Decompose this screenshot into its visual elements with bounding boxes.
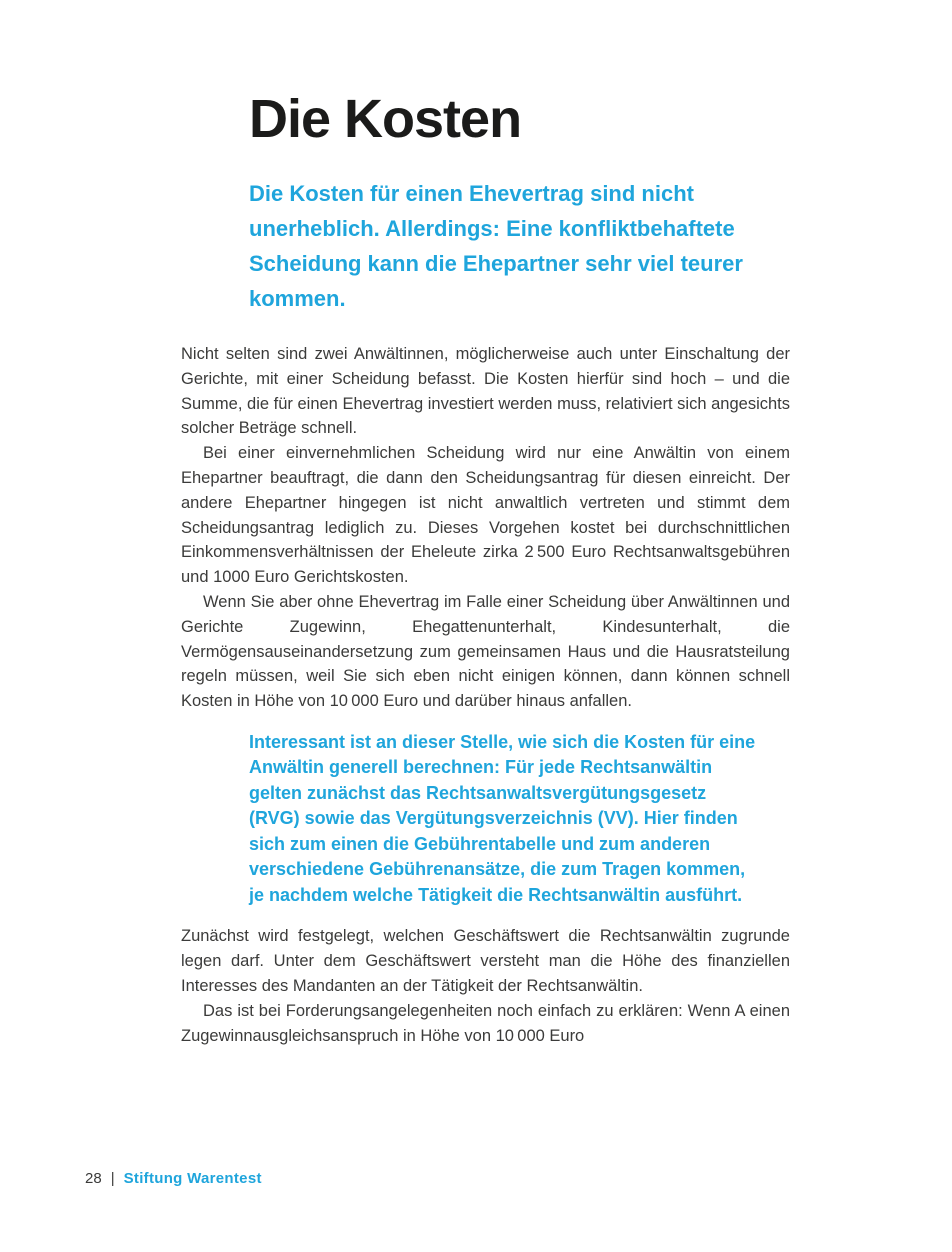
- body-paragraph: Nicht selten sind zwei Anwältinnen, möglicherweise auch unter Einschaltung der Gerichte, mit einer Scheidung befasst. Die Kosten hierfür sind hoch – und die Summe, die für einen Ehevertrag investiert werden muss, relativiert sich angesichts solcher Beträge schnell.: [181, 345, 790, 438]
- book-page: [181, 89, 790, 1048]
- body-paragraph: Wenn Sie aber ohne Ehevertrag im Falle einer Scheidung über Anwältinnen und Gerichte Zugewinn, Ehegattenunterhalt, Kindesunterhalt, die Vermögensauseinandersetzung zum gemeinsamen Haus und die Hausratsteilung regeln müssen, weil Sie sich eben nicht einigen können, dann können schnell Kosten in Höhe von 10 000 Euro und darüber hinaus anfallen.: [181, 592, 790, 711]
- page-footer: [85, 1170, 262, 1187]
- intro-lead-paragraph: Die Kosten für einen Ehevertrag sind nicht unerheblich. Allerdings: Eine konfliktbehaftete Scheidung kann die Ehepartner sehr viel teurer kommen.: [249, 181, 743, 311]
- page-number: 28: [85, 1170, 102, 1187]
- footer-separator: |: [110, 1170, 115, 1187]
- body-paragraph: Das ist bei Forderungsangelegenheiten noch einfach zu erklären: Wenn A einen Zugewinnausgleichsanspruch in Höhe von 10 000 Euro: [181, 1001, 790, 1045]
- body-paragraph: Zunächst wird festgelegt, welchen Geschäftswert die Rechtsanwältin zugrunde legen darf. Unter dem Geschäftswert versteht man die Höhe des finanziellen Interesses des Mandanten an der Tätigkeit der Rechtsanwältin.: [181, 927, 790, 996]
- publisher-brand: Stiftung Warentest: [123, 1170, 262, 1187]
- body-paragraph: Bei einer einvernehmlichen Scheidung wird nur eine Anwältin von einem Ehepartner beauftragt, die dann den Scheidungsantrag für diesen einreicht. Der andere Ehepartner hingegen ist nicht anwaltlich vertreten und stimmt dem Scheidungsantrag lediglich zu. Dieses Vorgehen kostet bei durchschnittlichen Einkommensverhältnissen der Eheleute zirka 2 500 Euro Rechtsanwaltsgebühren und 1000 Euro Gerichtskosten.: [181, 444, 790, 587]
- body-column: [181, 342, 790, 1048]
- callout-highlight-paragraph: Interessant ist an dieser Stelle, wie sich die Kosten für eine Anwältin generell berechnen: Für jede Rechtsanwältin gelten zunächst das Rechtsanwaltsvergütungsgesetz (RVG) sowie das Vergütungsverzeichnis (VV). Hier finden sich zum einen die Gebührentabelle und zum anderen verschiedene Gebührenansätze, die zum Tragen kommen, je nachdem welche Tätigkeit die Rechtsanwältin ausführt.: [249, 731, 756, 905]
- page-title: Die Kosten: [249, 89, 522, 149]
